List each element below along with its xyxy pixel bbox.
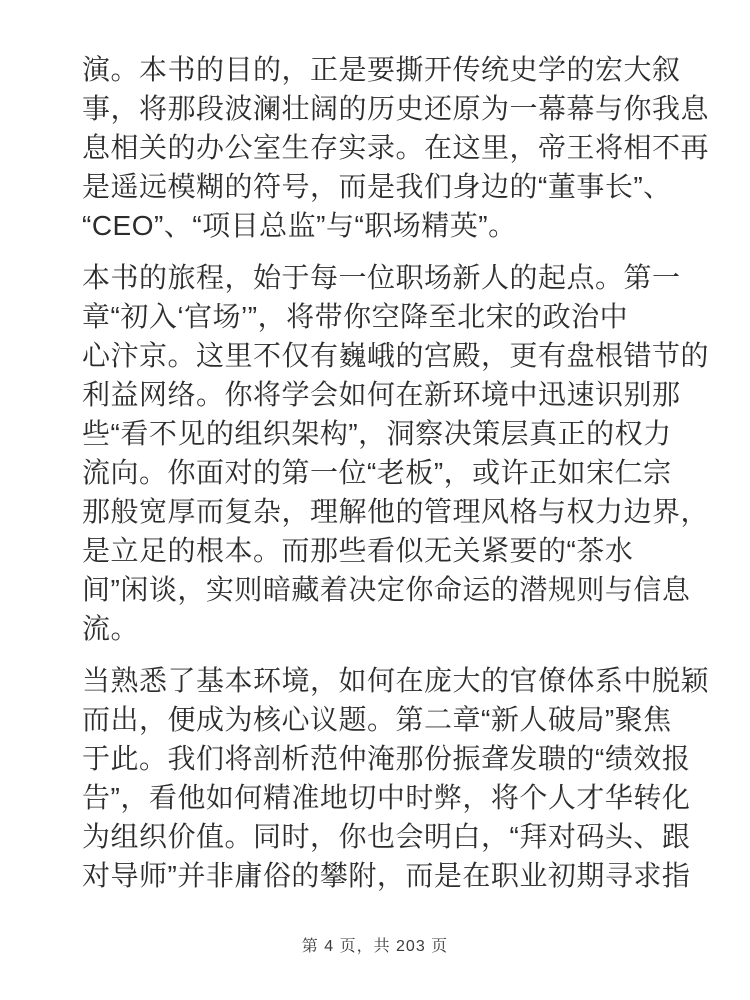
text-line: 息相关的办公室生存实录。在这里，帝王将相不再: [82, 132, 710, 163]
page-footer: [0, 936, 750, 958]
text-line: 为组织价值。同时，你也会明白，“拜对码头、跟: [82, 821, 691, 852]
text-line: “CEO”、“项目总监”与“职场精英”。: [82, 210, 517, 241]
text-line: 事，将那段波澜壮阔的历史还原为一幕幕与你我息: [82, 93, 710, 124]
text-line: 心汴京。这里不仅有巍峨的宫殿，更有盘根错节的: [82, 340, 710, 371]
text-line: 那般宽厚而复杂，理解他的管理风格与权力边界，: [82, 496, 710, 527]
text-line: 告”，看他如何精准地切中时弊，将个人才华转化: [82, 782, 691, 813]
page-indicator: 第 4 页，共 203 页: [301, 938, 449, 955]
paragraph: [82, 50, 710, 245]
paragraph: [82, 258, 710, 648]
text-line: 是遥远模糊的符号，而是我们身边的“董事长”、: [82, 171, 672, 202]
text-line: 间”闲谈，实则暗藏着决定你命运的潜规则与信息: [82, 574, 691, 605]
document-body: [82, 50, 710, 908]
text-line: 当熟悉了基本环境，如何在庞大的官僚体系中脱颖: [82, 665, 710, 696]
text-line: 而出，便成为核心议题。第二章“新人破局”聚焦: [82, 704, 672, 735]
text-line: 于此。我们将剖析范仲淹那份振聋发聩的“绩效报: [82, 743, 691, 774]
text-line: 流。: [82, 613, 140, 644]
text-line: 对导师”并非庸俗的攀附，而是在职业初期寻求指: [82, 860, 691, 891]
text-line: 章“初入‘官场’”，将带你空降至北宋的政治中: [82, 301, 629, 332]
text-line: 本书的旅程，始于每一位职场新人的起点。第一: [82, 262, 681, 293]
text-line: 利益网络。你将学会如何在新环境中迅速识别那: [82, 379, 681, 410]
text-line: 演。本书的目的，正是要撕开传统史学的宏大叙: [82, 54, 681, 85]
text-line: 些“看不见的组织架构”，洞察决策层真正的权力: [82, 418, 672, 449]
paragraph: [82, 661, 710, 895]
text-line: 是立足的根本。而那些看似无关紧要的“茶水: [82, 535, 634, 566]
text-line: 流向。你面对的第一位“老板”，或许正如宋仁宗: [82, 457, 672, 488]
